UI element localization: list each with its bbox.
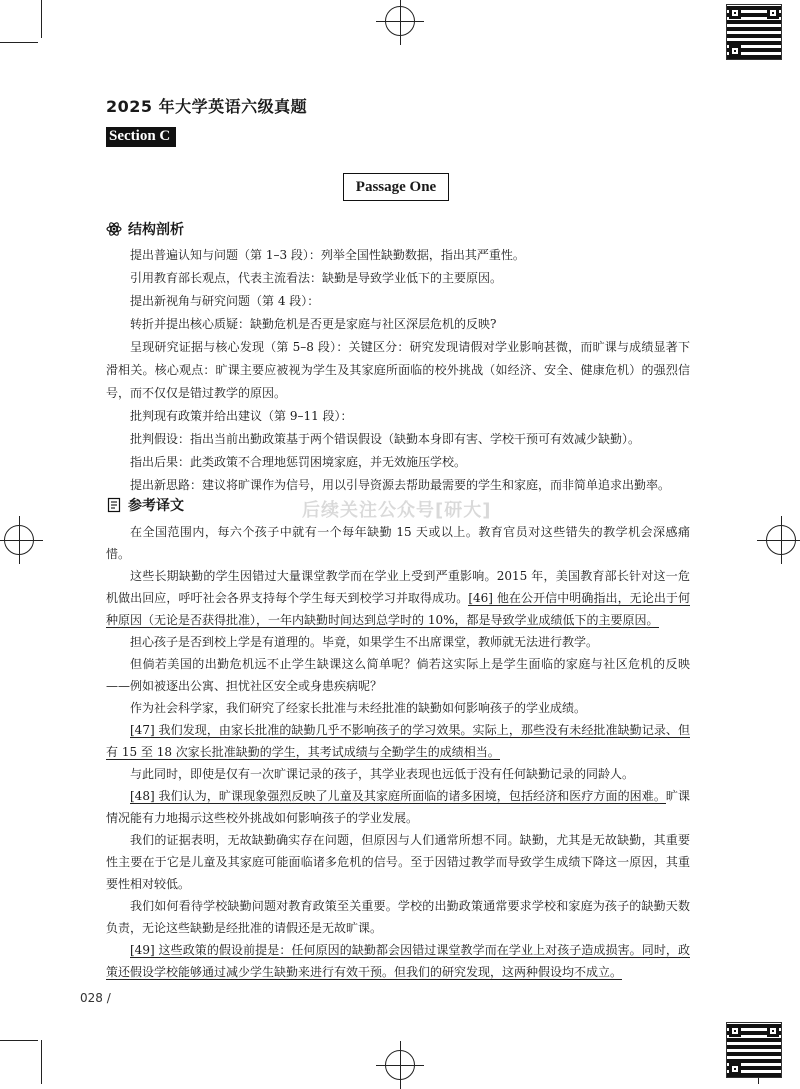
answer-47: [47] 我们发现，由家长批准的缺勤几乎不影响孩子的学习效果。实际上，那些没有未经批准缺勤记录、但有 15 至 18 次家长批准缺勤的学生，其考试成绩与全勤学生的成绩相当。 <box>106 723 690 759</box>
qr-code-icon <box>726 4 782 60</box>
structure-line: 指出后果：此类政策不合理地惩罚困境家庭，并无效施压学校。 <box>130 455 467 469</box>
paragraph: 在全国范围内，每六个孩子中就有一个每年缺勤 15 天或以上。教育官员对这些错失的教学机会深感痛惜。 <box>106 525 690 561</box>
registration-mark <box>385 1050 415 1080</box>
answer-46: [46] 他在公开信中明确指出，无论出于何种原因（无论是否获得批准），一年内缺勤时间达到总学时的 10%，都是导致学业成绩低下的主要原因。 <box>106 591 690 627</box>
document-icon <box>106 497 122 513</box>
crop-mark <box>41 0 42 38</box>
watermark: 后续关注公众号[研大] <box>302 500 492 521</box>
translation-heading <box>106 495 184 515</box>
structure-heading <box>106 219 184 239</box>
structure-line: 转折并提出核心质疑：缺勤危机是否更是家庭与社区深层危机的反映? <box>130 317 497 331</box>
answer-48: [48] 我们认为，旷课现象强烈反映了儿童及其家庭所面临的诸多困境，包括经济和医疗方面的困难。 <box>130 789 666 803</box>
answer-49: [49] 这些政策的假设前提是：任何原因的缺勤都会因错过课堂教学而在学业上对孩子造成损害。同时，政策还假设学校能够通过减少学生缺勤来进行有效干预。但我们的研究发现，这两种假设均不成立。 <box>106 943 690 979</box>
passage-label: Passage One <box>343 173 449 201</box>
structure-line: 批判假设：指出当前出勤政策基于两个错误假设（缺勤本身即有害、学校干预可有效减少缺勤）。 <box>130 432 641 446</box>
paragraph <box>106 719 690 763</box>
page-title: 2025 年大学英语六级真题 <box>106 97 308 116</box>
qr-code-icon <box>726 1022 782 1078</box>
structure-line: 引用教育部长观点，代表主流看法：缺勤是导致学业低下的主要原因。 <box>130 271 503 285</box>
crop-mark <box>41 1040 42 1084</box>
section-label: Section C <box>106 127 176 147</box>
structure-line: 提出新思路：建议将旷课作为信号，用以引导资源去帮助最需要的学生和家庭，而非简单追求出勤率。 <box>130 478 671 492</box>
paragraph <box>106 785 690 829</box>
paragraph: 与此同时，即使是仅有一次旷课记录的孩子，其学业表现也远低于没有任何缺勤记录的同龄人。 <box>130 767 635 781</box>
registration-mark <box>385 6 415 36</box>
paragraph: 作为社会科学家，我们研究了经家长批准与未经批准的缺勤如何影响孩子的学业成绩。 <box>130 701 587 715</box>
structure-list <box>106 244 690 497</box>
paragraph <box>106 565 690 631</box>
paragraph: 担心孩子是否到校上学是有道理的。毕竟，如果学生不出席课堂，教师就无法进行教学。 <box>130 635 599 649</box>
translation-heading-label: 参考译文 <box>128 498 184 514</box>
paragraph: 我们如何看待学校缺勤问题对教育政策至关重要。学校的出勤政策通常要求学校和家庭为孩子的缺勤天数负责，无论这些缺勤是经批准的请假还是无故旷课。 <box>106 899 690 935</box>
structure-line: 批判现有政策并给出建议（第 9–11 段）： <box>130 409 353 423</box>
structure-heading-label: 结构剖析 <box>128 222 184 238</box>
atom-icon <box>106 221 122 237</box>
paragraph: 我们的证据表明，无故缺勤确实存在问题，但原因与人们通常所想不同。缺勤，尤其是无故缺勤，其重要性主要在于它是儿童及其家庭可能面临诸多危机的信号。至于因错过教学而导致学生成绩下降这一原因，其重要性相对较低。 <box>106 833 690 891</box>
crop-mark <box>0 42 38 43</box>
registration-mark <box>766 525 796 555</box>
structure-line: 提出新视角与研究问题（第 4 段）： <box>130 294 320 308</box>
page-number: 028 / <box>80 991 111 1005</box>
crop-mark <box>0 1040 38 1041</box>
translation-body <box>106 521 690 983</box>
structure-line: 呈现研究证据与核心发现（第 5–8 段）：关键区分：研究发现请假对学业影响甚微，而旷课与成绩显著下滑相关。核心观点：旷课主要应被视为学生及其家庭所面临的校外挑战（如经济、安全、健康危机）的强烈信号，而不仅仅是错过教学的原因。 <box>106 340 690 400</box>
registration-mark <box>4 525 34 555</box>
paragraph-text: 这些长期缺勤的学生因错过大量课堂教学而在学业上受到严重影响。2015 年，美国教育部长针对这一危机做出回应，呼吁社会各界支持每个学生每天到校学习并取得成功。 <box>106 569 690 605</box>
structure-line: 提出普遍认知与问题（第 1–3 段）：列举全国性缺勤数据，指出其严重性。 <box>130 248 525 262</box>
paragraph: 但倘若美国的出勤危机远不止学生缺课这么简单呢？倘若这实际上是学生面临的家庭与社区危机的反映——例如被逐出公寓、担忧社区安全或身患疾病呢？ <box>106 657 690 693</box>
paragraph-text: 旷课情况能有力地揭示这些校外挑战如何影响孩子的学业发展。 <box>106 789 690 825</box>
paragraph <box>106 939 690 983</box>
